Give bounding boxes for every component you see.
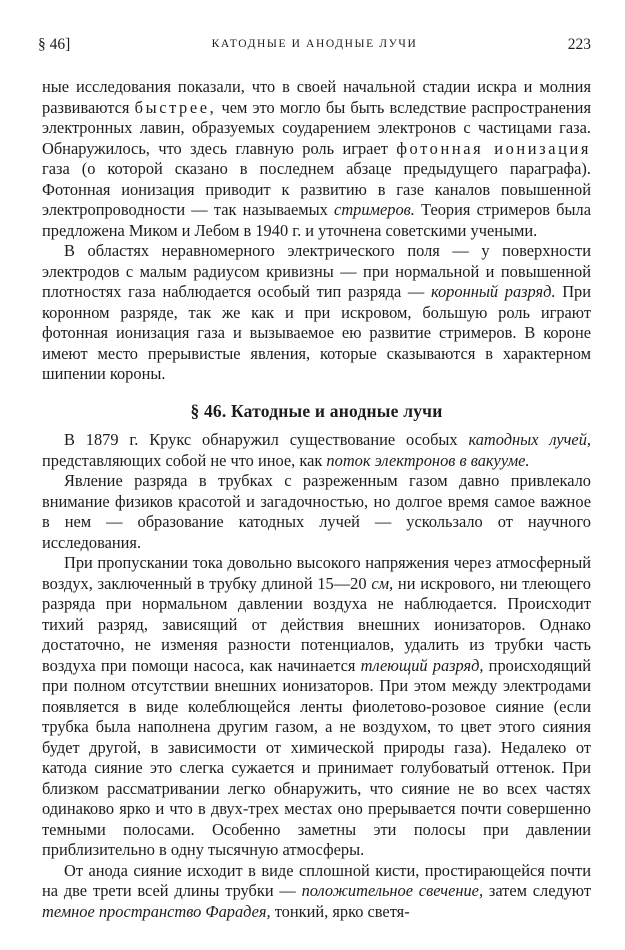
paragraph-5-italic-1: см, bbox=[371, 573, 394, 593]
paragraph-6-text-3: тонкий, ярко светя- bbox=[270, 901, 410, 921]
paragraph-5-text-2: ни искрового, ни тлеющего разряда при нормальном давлении воздуха не наблюдается. Происходит тихий разряд, зависящий от действия внешних ионизаторов. Однако достаточно, не изменяя разности потенциалов, удалить из трубки часть воздуха при помощи насоса, как начинается bbox=[42, 573, 591, 675]
paragraph-2 bbox=[42, 241, 591, 385]
paragraph-5-text-3: происходящий при полном отсутствии внешних ионизаторов. При этом между электродами появляется в виде колеблющейся ленты фиолетово-розовое сияние (если трубка была наполнена другим газом, а не воздухом, то цвет этого сияния будет другой, в зависимости от химической природы газа). Недалеко от катода сияние это слегка сужается и принимает голубоватый оттенок. При близком рассматривании легко обнаружить, что сияние не во всех частях одинаково ярко и что в двух-трех местах оно прерывается почти совершенно темными полосами. Особенно заметны эти полосы при давлении приблизительно в одну тысячную атмосферы. bbox=[42, 655, 592, 859]
paragraph-6-text-2: затем следуют bbox=[483, 881, 591, 900]
page-number: 223 bbox=[567, 36, 591, 53]
page-header bbox=[38, 34, 591, 60]
paragraph-2-text-1: В областях неравномерного электрического поля — у поверхности электродов с малым радиусом кривизны — при нормальной и повышенной плотностях газа наблюдается особый тип разряда — bbox=[42, 241, 591, 301]
paragraph-5 bbox=[42, 553, 591, 861]
paragraph-5-text-1: При пропускании тока довольно высокого напряжения через атмосферный воздух, заключенный в трубку длиной 15—20 bbox=[42, 553, 591, 593]
paragraph-2-text-2: При коронном разряде, так же как и при искровом, большую роль играют фотонная ионизация газа и вызываемое ею развитие стримеров. В короне имеют место прерывистые явления, которые сказываются в характерном шипении короны. bbox=[42, 282, 591, 383]
running-title: КАТОДНЫЕ И АНОДНЫЕ ЛУЧИ bbox=[211, 38, 418, 50]
paragraph-3-italic-2: поток электронов в вакууме. bbox=[326, 450, 530, 470]
paragraph-6-italic-1: положительное свечение, bbox=[301, 881, 484, 900]
paragraph-1-italic-1: стримеров. bbox=[334, 200, 415, 219]
paragraph-1 bbox=[42, 77, 591, 241]
paragraph-3 bbox=[42, 430, 591, 471]
paragraph-4 bbox=[42, 471, 591, 553]
paragraph-4-text-1: Явление разряда в трубках с разреженным газом давно привлекало внимание физиков красотой и загадочностью, но долгое время самое важное в нем — образование катодных лучей — ускользало от научного исследования. bbox=[42, 471, 591, 552]
paragraph-1-text-3: газа (о которой сказано в последнем абзаце предыдущего параграфа). Фотонная ионизация приводит к развитию в газе каналов повышенной электропроводности — так называемых bbox=[42, 159, 591, 219]
paragraph-1-spaced-2: фотонная ионизация bbox=[396, 138, 591, 158]
paragraph-2-italic-1: коронный разряд. bbox=[430, 282, 556, 301]
paragraph-3-text-1: В 1879 г. Крукс обнаружил существование особых bbox=[64, 430, 469, 449]
paragraph-3-text-2: представляющих собой не что иное, как bbox=[42, 450, 327, 470]
paragraph-3-italic-1: катодных лучей, bbox=[468, 430, 591, 449]
paragraph-1-text-2: чем это могло бы быть вследствие распространения электронных лавин, образуемых соударением электронов с частицами газа. Обнаружилось, что здесь главную роль играет bbox=[42, 97, 591, 158]
paragraph-6 bbox=[42, 861, 591, 923]
paragraph-1-text-4: Теория стримеров была предложена Миком и Лебом в 1940 г. и уточнена советскими учеными. bbox=[42, 200, 591, 240]
paragraph-1-text-1: ные исследования показали, что в своей начальной стадии искра и молния развиваются bbox=[42, 77, 591, 117]
paragraph-5-italic-2: тлеющий разряд, bbox=[360, 655, 484, 675]
paragraph-6-text-1: От анода сияние исходит в виде сплошной кисти, простирающейся почти на две трети всей длины трубки — bbox=[42, 860, 591, 900]
paragraph-6-italic-2: темное пространство Фарадея, bbox=[42, 901, 271, 921]
section-reference: § 46] bbox=[38, 36, 71, 53]
section-heading: § 46. Катодные и анодные лучи bbox=[190, 400, 443, 421]
page-body bbox=[42, 77, 591, 922]
paragraph-1-spaced-1: быстрее, bbox=[134, 97, 217, 117]
